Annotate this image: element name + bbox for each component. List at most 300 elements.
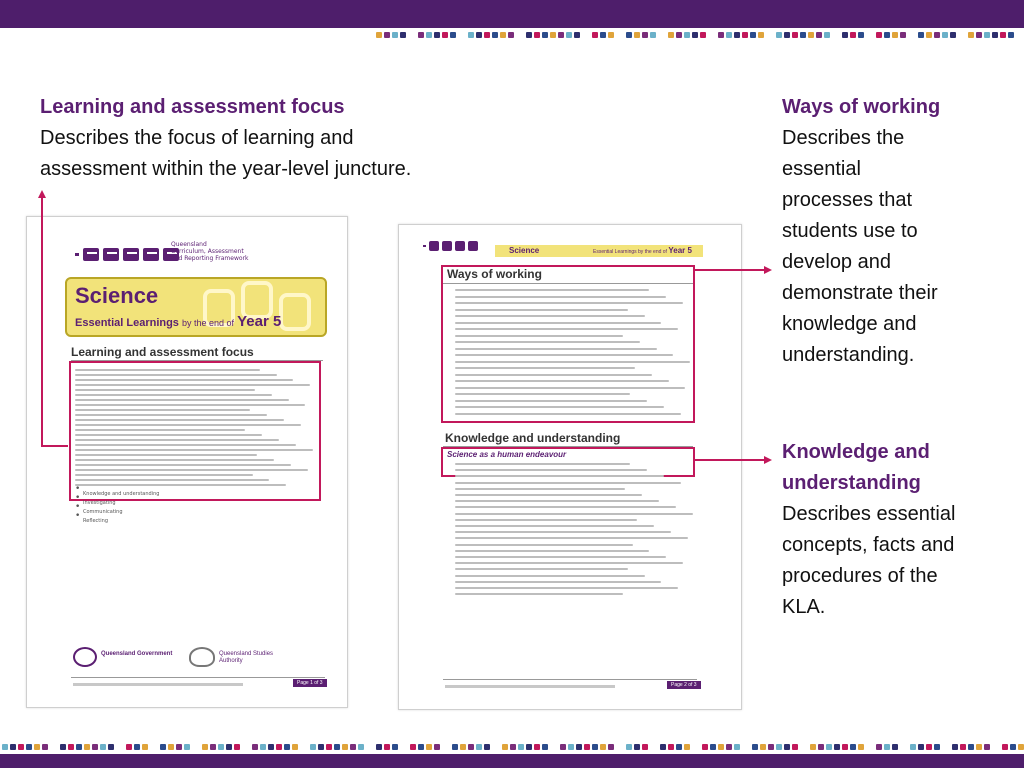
pattern-dot (334, 744, 340, 750)
callout-ways-body-line: essential (782, 158, 861, 180)
pattern-dot (600, 32, 606, 38)
pattern-dot (418, 32, 424, 38)
doc1-footer-rule (71, 677, 325, 678)
bottom-band (0, 754, 1024, 768)
doc2-ku-heading: Knowledge and understanding (445, 431, 621, 445)
top-band (0, 0, 1024, 28)
doc2-header-right (593, 246, 692, 255)
pattern-dot (260, 744, 266, 750)
pattern-dot (858, 744, 864, 750)
pattern-dot (410, 744, 416, 750)
pattern-dot (434, 32, 440, 38)
callout-learning-body-line2: assessment within the year-level juncture. (40, 158, 412, 180)
pattern-dot (542, 32, 548, 38)
pattern-dot (350, 744, 356, 750)
pattern-dot (642, 744, 648, 750)
pattern-dot (700, 32, 706, 38)
pattern-dot (668, 32, 674, 38)
text-line (455, 537, 688, 539)
callout-knowledge-heading-line2: understanding (782, 472, 921, 494)
doc2-header-year: Year 5 (668, 246, 692, 255)
text-line (75, 484, 286, 486)
pattern-dot (758, 32, 764, 38)
text-line (75, 429, 245, 431)
list-item: • Investigating (83, 499, 159, 508)
list-item: • Communicating (83, 508, 159, 517)
text-line (455, 575, 645, 577)
pattern-dot (468, 32, 474, 38)
org-name (171, 241, 248, 262)
pattern-dot (842, 744, 848, 750)
pattern-dot (968, 32, 974, 38)
text-line (455, 413, 681, 415)
pattern-dot (434, 744, 440, 750)
pattern-dot (934, 744, 940, 750)
text-line (455, 593, 623, 595)
top-dot-pattern (0, 32, 1024, 40)
pattern-dot (492, 32, 498, 38)
pattern-dot (292, 744, 298, 750)
text-line (455, 393, 630, 395)
pattern-dot (816, 32, 822, 38)
pattern-dot (484, 744, 490, 750)
pattern-dot (600, 744, 606, 750)
pattern-dot (818, 744, 824, 750)
pattern-dot (842, 32, 848, 38)
org-line2: Curriculum, Assessment (171, 248, 244, 255)
pattern-dot (824, 32, 830, 38)
pattern-dot (26, 744, 32, 750)
pattern-dot (460, 744, 466, 750)
pattern-dot (784, 744, 790, 750)
pattern-dot (568, 744, 574, 750)
text-line (455, 302, 683, 304)
text-line (75, 459, 274, 461)
doc1-text-lines (75, 369, 315, 497)
pattern-dot (210, 744, 216, 750)
pattern-dot (1002, 744, 1008, 750)
text-line (75, 404, 305, 406)
pattern-dot (858, 32, 864, 38)
text-line (75, 479, 269, 481)
qcar-logo (75, 245, 185, 263)
text-line (455, 367, 635, 369)
text-line (455, 315, 645, 317)
pattern-dot (942, 32, 948, 38)
text-line (455, 581, 661, 583)
pattern-dot (976, 744, 982, 750)
callout-learning-body-line1: Describes the focus of learning and (40, 127, 354, 149)
doc1-section-heading: Learning and assessment focus (71, 345, 254, 359)
text-line (455, 335, 623, 337)
pattern-dot (384, 32, 390, 38)
pattern-dot (910, 744, 916, 750)
text-line (75, 434, 262, 436)
pattern-dot (876, 744, 882, 750)
pattern-dot (566, 32, 572, 38)
callout-ways-body-line: develop and (782, 251, 891, 273)
text-line (455, 328, 678, 330)
pattern-dot (768, 744, 774, 750)
pattern-dot (484, 32, 490, 38)
pattern-dot (776, 744, 782, 750)
pattern-dot (952, 744, 958, 750)
pattern-dot (684, 744, 690, 750)
pattern-dot (676, 32, 682, 38)
text-line (75, 449, 313, 451)
callout-ways-body-line: understanding. (782, 344, 915, 366)
pattern-dot (934, 32, 940, 38)
text-line (75, 384, 310, 386)
callout-ways-body-line: processes that (782, 189, 913, 211)
pattern-dot (68, 744, 74, 750)
text-line (75, 454, 257, 456)
pattern-dot (900, 32, 906, 38)
callout-learning-heading: Learning and assessment focus (40, 96, 345, 118)
callout-knowledge-heading-line1: Knowledge and (782, 441, 930, 463)
pattern-dot (450, 32, 456, 38)
pattern-dot (884, 32, 890, 38)
text-line (75, 474, 253, 476)
pattern-dot (850, 744, 856, 750)
pattern-dot (558, 32, 564, 38)
pattern-dot (502, 744, 508, 750)
pattern-dot (1010, 744, 1016, 750)
pattern-dot (534, 32, 540, 38)
pattern-dot (810, 744, 816, 750)
callout-ways-body-line: students use to (782, 220, 918, 242)
text-line (75, 439, 279, 441)
document-page-2 (398, 224, 742, 710)
pattern-dot (426, 744, 432, 750)
pattern-dot (684, 32, 690, 38)
callout-knowledge-body-line: concepts, facts and (782, 534, 955, 556)
pattern-dot (500, 32, 506, 38)
doc2-footer-text (445, 685, 615, 688)
pattern-dot (734, 744, 740, 750)
science-banner (65, 277, 327, 337)
text-line (75, 469, 308, 471)
pattern-dot (326, 744, 332, 750)
text-line (455, 289, 649, 291)
pattern-dot (776, 32, 782, 38)
pattern-dot (668, 744, 674, 750)
callout-ways-body-line: demonstrate their (782, 282, 938, 304)
pattern-dot (184, 744, 190, 750)
pattern-dot (726, 32, 732, 38)
text-line (75, 424, 301, 426)
pattern-dot (752, 744, 758, 750)
pattern-dot (808, 32, 814, 38)
pattern-dot (884, 744, 890, 750)
pattern-dot (76, 744, 82, 750)
pattern-dot (476, 32, 482, 38)
pattern-dot (476, 744, 482, 750)
pattern-dot (576, 744, 582, 750)
banner-by: by the end of (182, 318, 235, 328)
doc1-bullet-list (83, 490, 159, 526)
banner-year: Year 5 (237, 313, 282, 330)
text-line (455, 387, 685, 389)
pattern-dot (276, 744, 282, 750)
qsa-label: Queensland Studies Authority (219, 651, 274, 664)
text-line (455, 519, 637, 521)
pattern-dot (358, 744, 364, 750)
pattern-dot (692, 32, 698, 38)
pattern-dot (126, 744, 132, 750)
text-line (455, 463, 630, 465)
pattern-dot (976, 32, 982, 38)
text-line (455, 482, 681, 484)
list-item: • Knowledge and understanding (83, 490, 159, 499)
org-line3: and Reporting Framework (171, 255, 249, 262)
pattern-dot (142, 744, 148, 750)
pattern-dot (734, 32, 740, 38)
pattern-dot (452, 744, 458, 750)
pattern-dot (760, 744, 766, 750)
pattern-dot (526, 744, 532, 750)
text-line (455, 568, 628, 570)
text-line (455, 380, 669, 382)
doc2-logo (423, 239, 489, 253)
pattern-dot (800, 32, 806, 38)
pattern-dot (376, 744, 382, 750)
doc2-footer-rule (443, 679, 697, 680)
pattern-dot (926, 32, 932, 38)
pattern-dot (2, 744, 8, 750)
pattern-dot (710, 744, 716, 750)
pattern-dot (202, 744, 208, 750)
pattern-dot (10, 744, 16, 750)
pattern-dot (850, 32, 856, 38)
text-line (455, 309, 628, 311)
pattern-dot (750, 32, 756, 38)
qsa-logo (189, 647, 215, 667)
text-line (75, 389, 255, 391)
pattern-dot (726, 744, 732, 750)
pattern-dot (342, 744, 348, 750)
pattern-dot (634, 32, 640, 38)
callout-ways-body-line: knowledge and (782, 313, 917, 335)
text-line (75, 379, 293, 381)
text-line (75, 464, 291, 466)
pattern-dot (1000, 32, 1006, 38)
pattern-dot (108, 744, 114, 750)
pattern-dot (702, 744, 708, 750)
pattern-dot (42, 744, 48, 750)
pattern-dot (268, 744, 274, 750)
text-line (455, 587, 678, 589)
bottom-dot-pattern (0, 744, 1024, 752)
pattern-dot (1018, 744, 1024, 750)
pattern-dot (468, 744, 474, 750)
pattern-dot (542, 744, 548, 750)
text-line (455, 525, 654, 527)
text-line (455, 562, 683, 564)
doc2-ku-subheading: Science as a human endeavour (447, 450, 567, 459)
text-line (455, 556, 666, 558)
pattern-dot (560, 744, 566, 750)
pattern-dot (642, 32, 648, 38)
text-line (455, 513, 693, 515)
callout-knowledge (782, 437, 1018, 623)
text-line (455, 488, 625, 490)
callout-knowledge-body-line: Describes essential (782, 503, 956, 525)
pattern-dot (826, 744, 832, 750)
text-line (455, 354, 673, 356)
banner-title: Science (75, 283, 159, 308)
qld-government-logo (73, 647, 97, 667)
pattern-dot (876, 32, 882, 38)
pattern-dot (84, 744, 90, 750)
pattern-dot (518, 744, 524, 750)
pattern-dot (418, 744, 424, 750)
callout-learning-focus (40, 92, 560, 185)
pattern-dot (660, 744, 666, 750)
pattern-dot (160, 744, 166, 750)
pattern-dot (626, 744, 632, 750)
pattern-dot (534, 744, 540, 750)
text-line (455, 469, 647, 471)
pattern-dot (284, 744, 290, 750)
pattern-dot (608, 744, 614, 750)
text-line (455, 361, 690, 363)
text-line (75, 369, 260, 371)
pattern-dot (318, 744, 324, 750)
doc2-ways-lines (449, 289, 689, 419)
text-line (75, 399, 289, 401)
pattern-dot (310, 744, 316, 750)
text-line (455, 406, 664, 408)
doc1-footer-text (73, 683, 243, 686)
pattern-dot (400, 32, 406, 38)
text-line (75, 414, 267, 416)
banner-subtitle (75, 313, 281, 330)
pattern-dot (550, 32, 556, 38)
pattern-dot (510, 744, 516, 750)
text-line (455, 322, 661, 324)
doc2-header-subject: Science (509, 246, 540, 255)
pattern-dot (676, 744, 682, 750)
pattern-dot (60, 744, 66, 750)
pattern-dot (592, 32, 598, 38)
pattern-dot (984, 32, 990, 38)
pattern-dot (984, 744, 990, 750)
pattern-dot (442, 32, 448, 38)
text-line (455, 550, 649, 552)
pattern-dot (376, 32, 382, 38)
doc2-ways-rule (443, 283, 693, 284)
text-line (455, 506, 676, 508)
pattern-dot (592, 744, 598, 750)
text-line (75, 409, 250, 411)
callout-ways-of-working (782, 92, 1012, 371)
pattern-dot (168, 744, 174, 750)
text-line (75, 374, 277, 376)
text-line (455, 400, 647, 402)
pattern-dot (18, 744, 24, 750)
pattern-dot (718, 32, 724, 38)
pattern-dot (892, 744, 898, 750)
pattern-dot (100, 744, 106, 750)
text-line (455, 341, 640, 343)
pattern-dot (784, 32, 790, 38)
callout-knowledge-body-line: KLA. (782, 596, 826, 618)
text-line (455, 544, 633, 546)
pattern-dot (584, 744, 590, 750)
text-line (455, 531, 671, 533)
pattern-dot (792, 32, 798, 38)
text-line (455, 475, 664, 477)
pattern-dot (508, 32, 514, 38)
pattern-dot (34, 744, 40, 750)
org-line1: Queensland (171, 241, 207, 248)
pattern-dot (960, 744, 966, 750)
pattern-dot (1008, 32, 1014, 38)
pattern-dot (574, 32, 580, 38)
pattern-dot (134, 744, 140, 750)
pattern-dot (992, 32, 998, 38)
text-line (455, 494, 642, 496)
pattern-dot (634, 744, 640, 750)
callout-ways-heading: Ways of working (782, 96, 941, 118)
pattern-dot (926, 744, 932, 750)
doc2-ways-heading: Ways of working (447, 267, 542, 281)
pattern-dot (218, 744, 224, 750)
doc1-page-label: Page 1 of 3 (293, 679, 327, 687)
text-line (455, 500, 659, 502)
pattern-dot (950, 32, 956, 38)
pattern-dot (252, 744, 258, 750)
doc2-header-text: Essential Learnings by the end of (593, 249, 667, 255)
pattern-dot (918, 32, 924, 38)
pattern-dot (968, 744, 974, 750)
pattern-dot (92, 744, 98, 750)
pattern-dot (892, 32, 898, 38)
doc2-page-label: Page 2 of 3 (667, 681, 701, 689)
text-line (455, 374, 652, 376)
pattern-dot (176, 744, 182, 750)
pattern-dot (426, 32, 432, 38)
text-line (75, 419, 284, 421)
text-line (455, 296, 666, 298)
pattern-dot (626, 32, 632, 38)
pattern-dot (234, 744, 240, 750)
pattern-dot (792, 744, 798, 750)
pattern-dot (918, 744, 924, 750)
pattern-dot (834, 744, 840, 750)
doc2-ku-lines (449, 463, 689, 603)
pattern-dot (718, 744, 724, 750)
callout-knowledge-body-line: procedures of the (782, 565, 938, 587)
text-line (455, 348, 657, 350)
text-line (75, 444, 296, 446)
pattern-dot (608, 32, 614, 38)
pattern-dot (384, 744, 390, 750)
callout-ways-body-line: Describes the (782, 127, 905, 149)
qld-government-label: Queensland Government (101, 651, 173, 657)
text-line (75, 394, 272, 396)
pattern-dot (742, 32, 748, 38)
pattern-dot (392, 744, 398, 750)
document-page-1 (26, 216, 348, 708)
banner-sub-bold: Essential Learnings (75, 317, 179, 329)
pattern-dot (392, 32, 398, 38)
pattern-dot (526, 32, 532, 38)
pattern-dot (650, 32, 656, 38)
pattern-dot (226, 744, 232, 750)
list-item: • Reflecting (83, 517, 159, 526)
